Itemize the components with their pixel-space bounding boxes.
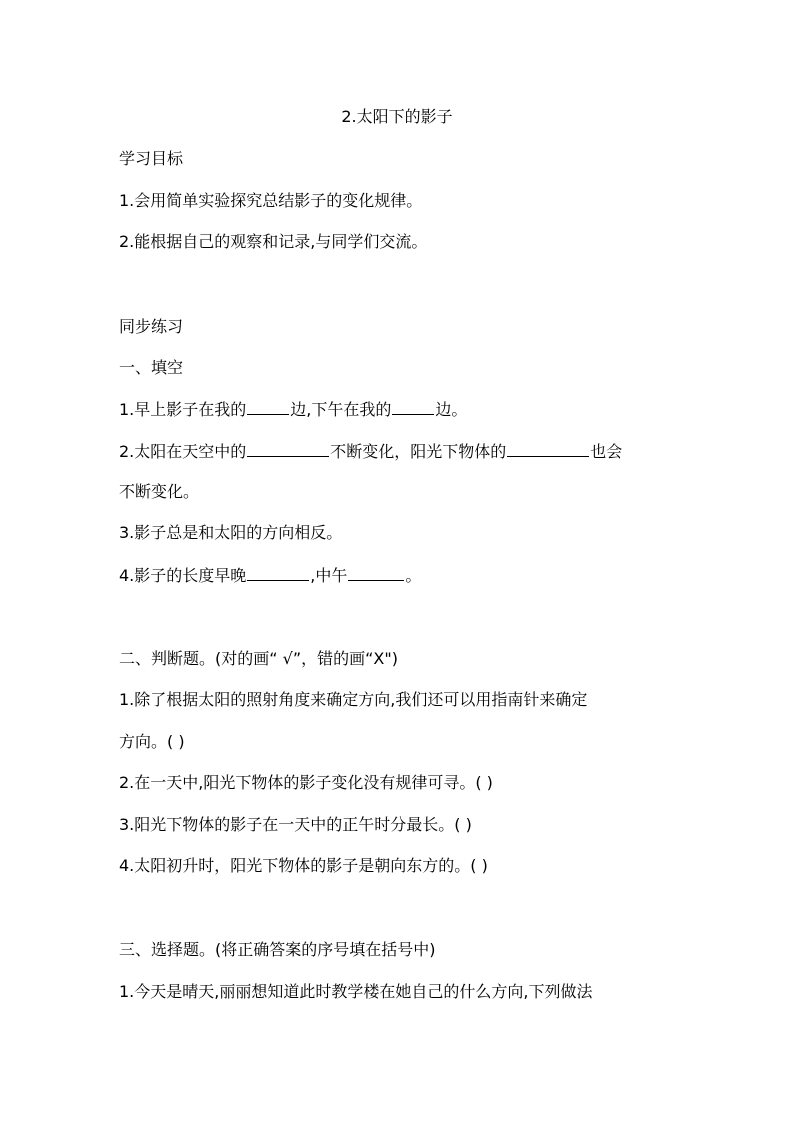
answer-blank[interactable] (392, 398, 434, 415)
fill-question-2 (119, 440, 622, 463)
fill-q4-part-a: 4.影子的长度早晚 (119, 566, 247, 585)
objective-item-2: 2.能根据自己的观察和记录,与同学们交流。 (119, 232, 428, 251)
fill-q1-part-c: 边。 (435, 400, 468, 419)
fill-q1-part-a: 1.早上影子在我的 (119, 400, 247, 419)
judge-heading: 二、判断题。(对的画“ √”，错的画“X") (119, 649, 398, 668)
judge-question-4: 4.太阳初升时，阳光下物体的影子是朝向东方的。( ) (119, 856, 488, 875)
answer-blank[interactable] (348, 564, 404, 581)
fill-q4-part-c: 。 (405, 566, 422, 585)
answer-blank[interactable] (507, 440, 589, 457)
answer-blank[interactable] (247, 564, 309, 581)
fill-question-1 (119, 398, 467, 421)
fill-blank-heading: 一、填空 (119, 358, 184, 377)
fill-q2-part-c: 也会 (590, 442, 623, 461)
fill-question-4 (119, 564, 421, 587)
practice-heading: 同步练习 (119, 317, 184, 336)
fill-q1-part-b: 边,下午在我的 (290, 400, 392, 419)
choice-heading: 三、选择题。(将正确答案的序号填在括号中) (119, 940, 436, 959)
fill-q2-part-a: 2.太阳在天空中的 (119, 442, 247, 461)
answer-blank[interactable] (247, 398, 289, 415)
judge-question-3: 3.阳光下物体的影子在一天中的正午时分最长。( ) (119, 815, 472, 834)
judge-question-1: 1.除了根据太阳的照射角度来确定方向,我们还可以用指南针来确定 (119, 690, 588, 709)
answer-blank[interactable] (247, 440, 329, 457)
objectives-heading: 学习目标 (119, 149, 184, 168)
fill-q4-part-b: ,中午 (310, 566, 348, 585)
fill-q2-part-b: 不断变化，阳光下物体的 (330, 442, 507, 461)
fill-question-2-continued: 不断变化。 (119, 482, 200, 501)
choice-question-1: 1.今天是晴天,丽丽想知道此时教学楼在她自己的什么方向,下列做法 (119, 982, 593, 1001)
objective-item-1: 1.会用简单实验探究总结影子的变化规律。 (119, 191, 423, 210)
judge-question-2: 2.在一天中,阳光下物体的影子变化没有规律可寻。( ) (119, 773, 493, 792)
judge-question-1-continued: 方向。( ) (119, 732, 185, 751)
fill-question-3: 3.影子总是和太阳的方向相反。 (119, 523, 343, 542)
page-title: 2.太阳下的影子 (341, 107, 453, 126)
